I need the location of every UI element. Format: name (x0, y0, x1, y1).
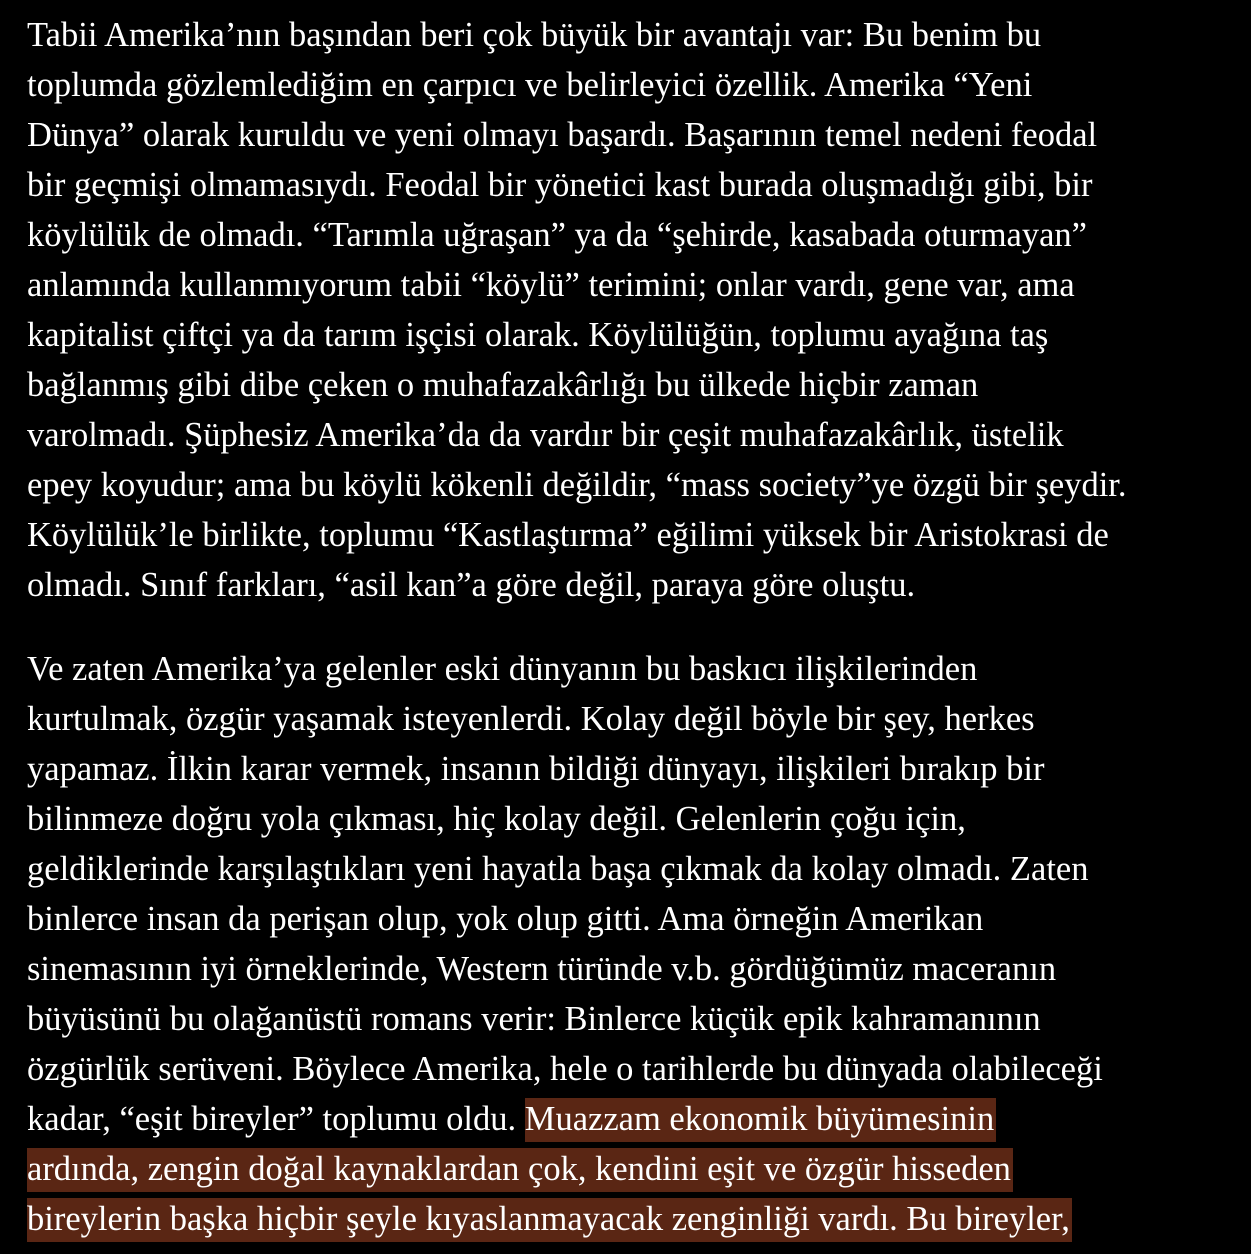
paragraph-2[interactable] (27, 644, 1237, 1244)
text-line[interactable]: bir geçmişi olmamasıydı. Feodal bir yönetici kast burada oluşmadığı gibi, bir (27, 166, 1093, 204)
text-line[interactable]: köylülük de olmadı. “Tarımla uğraşan” ya da “şehirde, kasabada oturmayan” (27, 216, 1087, 254)
text-line[interactable]: Köylülük’le birlikte, toplumu “Kastlaştırma” eğilimi yüksek bir Aristokrasi de (27, 516, 1109, 554)
paragraph-1[interactable] (27, 10, 1237, 610)
text-line[interactable]: kapitalist çiftçi ya da tarım işçisi olarak. Köylülüğün, toplumu ayağına taş (27, 316, 1049, 354)
text-line[interactable]: Ve zaten Amerika’ya gelenler eski dünyanın bu baskıcı ilişkilerinden (27, 650, 978, 688)
text-line-highlighted (27, 1144, 1237, 1194)
text-line[interactable]: kurtulmak, özgür yaşamak isteyenlerdi. Kolay değil böyle bir şey, herkes (27, 700, 1035, 738)
text-line[interactable]: binlerce insan da perişan olup, yok olup gitti. Ama örneğin Amerikan (27, 900, 984, 938)
text-line-mixed (27, 1094, 1237, 1144)
text-line[interactable]: geldiklerinde karşılaştıkları yeni hayatla başa çıkmak da kolay olmadı. Zaten (27, 850, 1089, 888)
text-line[interactable]: bağlanmış gibi dibe çeken o muhafazakârlığı bu ülkede hiçbir zaman (27, 366, 979, 404)
highlighted-text[interactable]: Muazzam ekonomik büyümesinin (525, 1098, 997, 1142)
text-line[interactable]: Dünya” olarak kuruldu ve yeni olmayı başardı. Başarının temel nedeni feodal (27, 116, 1098, 154)
text-line[interactable]: epey koyudur; ama bu köylü kökenli değildir, “mass society”ye özgü bir şeydir. (27, 466, 1127, 504)
text-line[interactable]: anlamında kullanmıyorum tabii “köylü” terimini; onlar vardı, gene var, ama (27, 266, 1075, 304)
text-line[interactable]: toplumda gözlemlediğim en çarpıcı ve belirleyici özellik. Amerika “Yeni (27, 66, 1033, 104)
text-line[interactable]: Tabii Amerika’nın başından beri çok büyük bir avantajı var: Bu benim bu (27, 16, 1042, 54)
text-line[interactable]: varolmadı. Şüphesiz Amerika’da da vardır bir çeşit muhafazakârlık, üstelik (27, 416, 1064, 454)
text-fragment[interactable]: kadar, “eşit bireyler” toplumu oldu. (27, 1100, 525, 1138)
text-line[interactable]: bilinmeze doğru yola çıkması, hiç kolay değil. Gelenlerin çoğu için, (27, 800, 966, 838)
text-line-highlighted (27, 1194, 1237, 1244)
text-line[interactable]: olmadı. Sınıf farkları, “asil kan”a göre değil, paraya göre oluştu. (27, 566, 916, 604)
text-line[interactable]: yapamaz. İlkin karar vermek, insanın bildiği dünyayı, ilişkileri bırakıp bir (27, 750, 1045, 788)
text-line[interactable]: sinemasının iyi örneklerinde, Western türünde v.b. gördüğümüz maceranın (27, 950, 1057, 988)
highlighted-text[interactable]: ardında, zengin doğal kaynaklardan çok, kendini eşit ve özgür hisseden (27, 1148, 1013, 1192)
text-line[interactable]: büyüsünü bu olağanüstü romans verir: Binlerce küçük epik kahramanının (27, 1000, 1041, 1038)
highlighted-text[interactable]: bireylerin başka hiçbir şeyle kıyaslanmayacak zenginliği vardı. Bu bireyler, (27, 1198, 1072, 1242)
text-line[interactable]: özgürlük serüveni. Böylece Amerika, hele o tarihlerde bu dünyada olabileceği (27, 1050, 1103, 1088)
